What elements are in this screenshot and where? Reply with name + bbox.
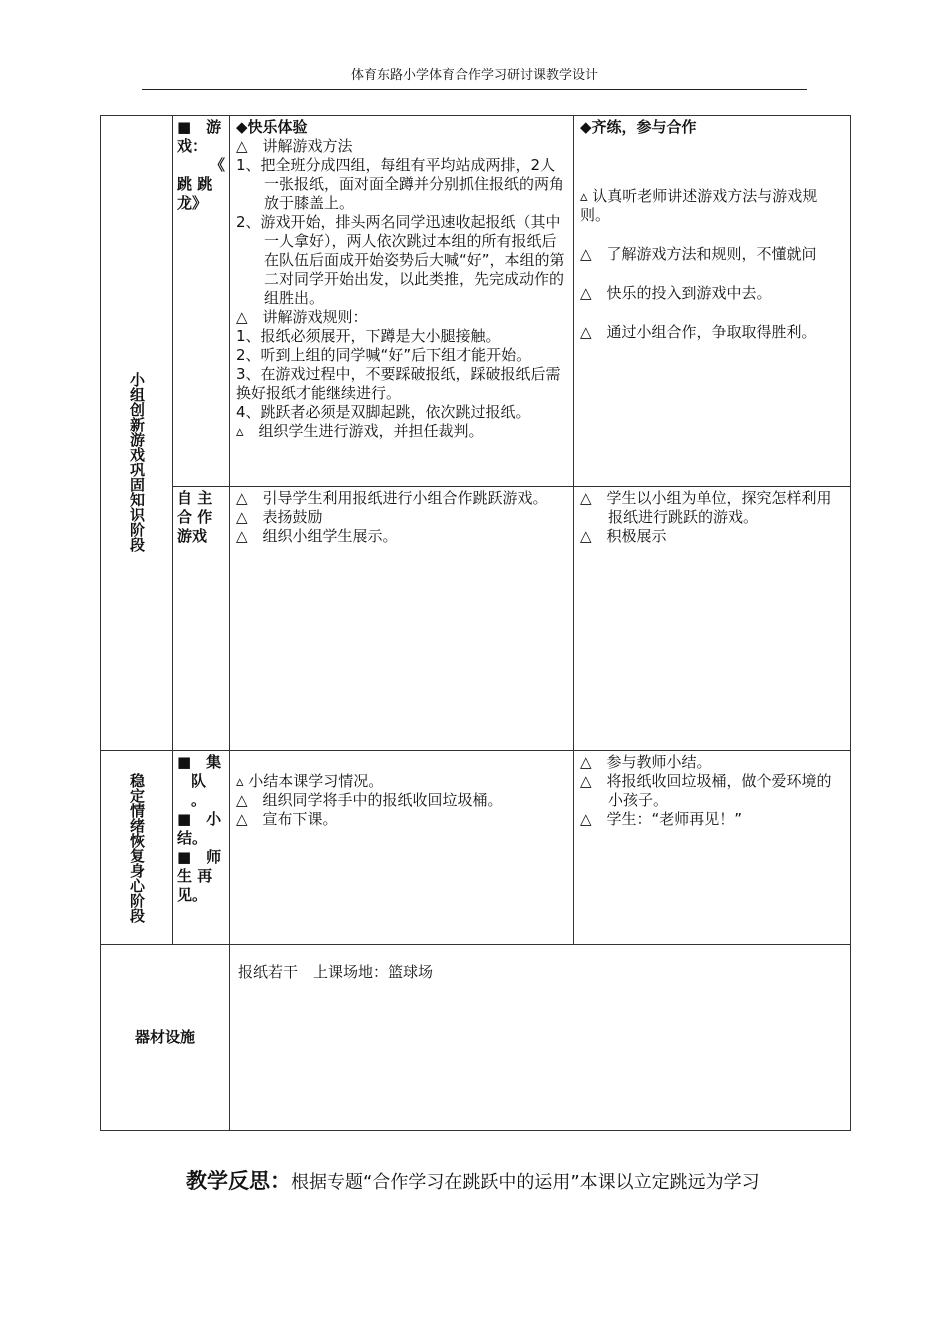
activity-line: 合 作 (177, 508, 213, 526)
activity-line: ■ 师 (177, 848, 222, 866)
activity-cell-game (173, 116, 230, 487)
reflection-text: 根据专题“合作学习在跳跃中的运用”本课以立定跳远为学习 (291, 1172, 760, 1193)
activity-line: 见。 (177, 886, 208, 904)
student-item: △ 快乐的投入到游戏中去。 (580, 284, 772, 302)
student-item: △ 参与教师小结。 (580, 753, 712, 771)
student-item: △ 学生：“老师再见！” (580, 810, 743, 828)
activity-line: 龙》 (177, 194, 208, 212)
teacher-item: △ 讲解游戏规则： (236, 308, 368, 326)
teacher-item: △ 讲解游戏方法 (236, 137, 353, 155)
student-item: △ 学生以小组为单位，探究怎样利用报纸进行跳跃的游戏。 (580, 489, 832, 526)
student-item: △ 了解游戏方法和规则，不懂就问 (580, 245, 817, 263)
table-row (101, 487, 851, 751)
activity-line: ■ 小 (177, 810, 222, 828)
teacher-item: △ 组织小组学生展示。 (236, 527, 398, 545)
activity-line: 游戏 (177, 527, 208, 545)
equipment-content: 报纸若干 上课场地：篮球场 (238, 963, 434, 981)
equipment-label: 器材设施 (134, 1028, 195, 1046)
stage-cell-consolidation (101, 116, 173, 751)
activity-line: ■ 游 (177, 118, 222, 136)
teacher-item: ▵ 组织学生进行游戏，并担任裁判。 (236, 422, 484, 440)
table-row (101, 116, 851, 487)
student-item: △ 积极展示 (580, 527, 667, 545)
teacher-activity-cell (230, 116, 574, 487)
activity-line: 自 主 (177, 489, 213, 507)
student-activity-cell (574, 487, 851, 751)
teacher-item: 1、报纸必须展开，下蹲是大小腿接触。 (236, 327, 501, 345)
student-item: △ 将报纸收回垃圾桶，做个爱环境的小孩子。 (580, 772, 832, 809)
teacher-item: △ 组织同学将手中的报纸收回垃圾桶。 (236, 791, 503, 809)
student-item: ▵ 认真听老师讲述游戏方法与游戏规则。 (580, 187, 818, 224)
teacher-item: △ 宣布下课。 (236, 810, 338, 828)
activity-line: 生 再 (177, 867, 213, 885)
activity-line: 戏： (177, 137, 208, 155)
teacher-item: 4、跳跃者必须是双脚起跳，依次跳过报纸。 (236, 403, 531, 421)
teacher-item: 1、把全班分成四组，每组有平均站成两排，2人一张报纸，面对面全蹲并分别抓住报纸的两角放于膝盖上。 (236, 156, 565, 212)
equipment-content-cell (230, 945, 851, 1131)
teacher-item: 2、游戏开始，排头两名同学迅速收起报纸（其中一人拿好），两人依次跳过本组的所有报纸后在队伍后面成开始姿势后大喊“好”，本组的第二对同学开始出发，以此类推，先完成动作的组胜出。 (236, 213, 565, 307)
section-title: ◆齐练，参与合作 (580, 118, 697, 136)
teacher-item: 2、听到上组的同学喊“好”后下组才能开始。 (236, 346, 532, 364)
activity-line: ■ 集 (177, 753, 222, 771)
activity-line: 结。 (177, 829, 208, 847)
section-title: ◆快乐体验 (236, 118, 308, 136)
stage-label: 小组创新游戏巩固知识阶段 (128, 372, 146, 552)
reflection-label: 教学反思： (186, 1169, 291, 1193)
stage-label: 稳定情绪恢复身心阶段 (128, 772, 146, 923)
equipment-label-cell (101, 945, 230, 1131)
student-item: △ 通过小组合作，争取取得胜利。 (580, 323, 817, 341)
teacher-item: 3、在游戏过程中，不要踩破报纸，踩破报纸后需换好报纸才能继续进行。 (236, 365, 561, 402)
table-row (101, 945, 851, 1131)
activity-line: 队 (191, 772, 207, 790)
teacher-item: △ 表扬鼓励 (236, 508, 323, 526)
teacher-item: △ 引导学生利用报纸进行小组合作跳跃游戏。 (236, 489, 548, 507)
activity-cell-cooperation (173, 487, 230, 751)
stage-cell-recovery (101, 751, 173, 945)
teacher-activity-cell (230, 751, 574, 945)
activity-line: 。 (191, 791, 207, 809)
page-header: 体育东路小学体育合作学习研讨课教学设计 (142, 64, 807, 90)
lesson-plan-table (100, 115, 851, 1131)
teaching-reflection (186, 1165, 760, 1195)
table-row (101, 751, 851, 945)
activity-line: 《 (209, 156, 225, 174)
student-activity-cell (574, 751, 851, 945)
teacher-activity-cell (230, 487, 574, 751)
activity-cell-closing (173, 751, 230, 945)
activity-line: 跳 跳 (177, 175, 213, 193)
student-activity-cell (574, 116, 851, 487)
teacher-item: ▵ 小结本课学习情况。 (236, 772, 384, 790)
